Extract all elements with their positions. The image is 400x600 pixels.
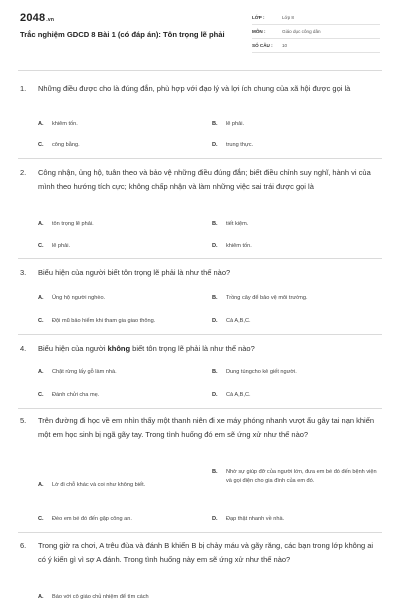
option-2a[interactable] <box>38 220 198 229</box>
option-text: Đạp thật nhanh về nhà. <box>226 516 285 522</box>
option-text: Dung túngcho kẻ giết người. <box>226 369 297 375</box>
option-3c[interactable] <box>38 317 210 326</box>
option-text: khiêm tốn. <box>226 243 252 249</box>
option-6a[interactable] <box>38 593 238 600</box>
question-number: 2. <box>20 168 27 177</box>
meta-key: LỚP : <box>252 15 265 20</box>
option-3b[interactable] <box>212 294 382 303</box>
meta-value: Lớp 8 <box>282 15 294 20</box>
question-body-part: biết tôn trọng lẽ phải là như thế nào? <box>130 344 255 353</box>
option-letter: C. <box>38 243 44 249</box>
option-text: Đèo em bé đó đến gặp công an. <box>52 516 132 522</box>
question-text <box>20 82 382 96</box>
divider <box>18 258 382 259</box>
divider <box>18 532 382 533</box>
option-2b[interactable] <box>212 220 382 229</box>
option-text: trung thực. <box>226 142 254 148</box>
meta-row-class <box>252 11 380 25</box>
option-5b[interactable] <box>212 468 384 486</box>
divider <box>18 408 382 409</box>
question-body: Biểu hiện của người biết tôn trọng lẽ phải là như thế nào? <box>38 268 231 277</box>
option-1c[interactable] <box>38 141 198 150</box>
option-letter: C. <box>38 142 44 148</box>
option-4a[interactable] <box>38 368 208 377</box>
option-text: Cả A,B,C. <box>226 392 251 398</box>
option-text: khiêm tốn. <box>52 121 78 127</box>
option-letter: B. <box>212 469 218 475</box>
option-letter: A. <box>38 295 44 301</box>
divider <box>18 70 382 71</box>
question-text <box>20 414 382 441</box>
option-letter: B. <box>212 121 218 127</box>
option-letter: B. <box>212 295 218 301</box>
question-2 <box>20 166 382 193</box>
divider <box>18 334 382 335</box>
document-header <box>0 0 400 68</box>
option-letter: D. <box>212 318 218 324</box>
option-letter: C. <box>38 392 44 398</box>
question-6 <box>20 539 382 566</box>
divider <box>18 158 382 159</box>
option-2c[interactable] <box>38 242 198 251</box>
meta-key: MÔN : <box>252 29 266 34</box>
meta-key: SỐ CÂU : <box>252 43 273 48</box>
option-letter: A. <box>38 594 44 600</box>
option-letter: D. <box>212 392 218 398</box>
meta-value: Giáo dục công dân <box>282 29 321 34</box>
meta-row-count <box>252 39 380 53</box>
option-letter: A. <box>38 121 44 127</box>
question-body <box>38 342 382 356</box>
question-number: 4. <box>20 344 27 353</box>
option-3d[interactable] <box>212 317 382 326</box>
option-text: Nhờ sự giúp đỡ của người lớn, đưa em bé đó đến bệnh viện và gọi điện cho gia đình của em đó. <box>226 469 377 484</box>
logo-text: 2048 <box>20 12 46 24</box>
option-letter: C. <box>38 318 44 324</box>
question-text <box>20 166 382 193</box>
option-5d[interactable] <box>212 515 382 524</box>
option-1b[interactable] <box>212 120 382 129</box>
option-text: lẽ phải. <box>52 243 71 249</box>
option-letter: D. <box>212 243 218 249</box>
question-number: 5. <box>20 416 27 425</box>
page-title: Trắc nghiệm GDCD 8 Bài 1 (có đáp án): Tôn trọng lẽ phải <box>20 30 225 39</box>
question-5 <box>20 414 382 441</box>
option-text: công bằng. <box>52 142 80 148</box>
option-text: Ủng hộ người nghèo. <box>52 295 106 301</box>
question-body: Trên đường đi học về em nhìn thấy một thanh niên đi xe máy phóng nhanh vượt ẩu gây tai nạn khiến một em học sinh bị ngã gãy tay. Trong tình huống đó em sẽ ứng xử như thế nào? <box>38 416 375 439</box>
question-text <box>20 266 382 280</box>
option-letter: D. <box>212 142 218 148</box>
question-body-part: Biểu hiện của người <box>38 344 108 353</box>
option-text: tôn trọng lẽ phải. <box>52 221 94 227</box>
site-logo[interactable] <box>20 12 54 24</box>
option-text: Đánh chửi cha mẹ. <box>52 392 100 398</box>
option-text: Chặt rừng lấy gỗ làm nhà. <box>52 369 117 375</box>
option-text: Lờ đi chỗ khác và coi như không biết. <box>52 482 146 488</box>
option-4c[interactable] <box>38 391 208 400</box>
option-text: Báo với cô giáo chủ nhiệm để tìm cách <box>52 594 149 600</box>
option-text: lẽ phải. <box>226 121 245 127</box>
option-text: tiết kiệm. <box>226 221 249 227</box>
option-letter: A. <box>38 482 44 488</box>
option-letter: D. <box>212 516 218 522</box>
question-text <box>20 539 382 566</box>
meta-value: 10 <box>282 43 288 48</box>
logo-suffix: .vn <box>46 17 55 23</box>
option-text: Cả A,B,C. <box>226 318 251 324</box>
option-2d[interactable] <box>212 242 382 251</box>
question-1 <box>20 82 382 96</box>
option-5a[interactable] <box>38 481 208 490</box>
option-1a[interactable] <box>38 120 198 129</box>
meta-table <box>252 11 380 53</box>
option-text: Trồng cây để bảo vệ môi trường. <box>226 295 308 301</box>
option-letter: B. <box>212 369 218 375</box>
question-number: 6. <box>20 541 27 550</box>
question-body: Những điều được cho là đúng đắn, phù hợp với đạo lý và lợi ích chung của xã hội được gọi là <box>38 84 351 93</box>
question-3 <box>20 266 382 280</box>
question-number: 3. <box>20 268 27 277</box>
option-4d[interactable] <box>212 391 382 400</box>
option-letter: B. <box>212 221 218 227</box>
option-letter: A. <box>38 369 44 375</box>
option-letter: A. <box>38 221 44 227</box>
option-letter: C. <box>38 516 44 522</box>
option-5c[interactable] <box>38 515 208 524</box>
question-text <box>20 342 382 356</box>
meta-row-subject <box>252 25 380 39</box>
question-body: Trong giờ ra chơi, A trêu đùa và đánh B khiến B bị chảy máu và gãy răng, các bạn trong lớp không ai có ý kiến gì vì sợ A đánh. Trong tình huống này em sẽ ứng xử như thế nào? <box>38 541 374 564</box>
option-text: Đội mũ bảo hiểm khi tham gia giao thông. <box>52 318 156 324</box>
option-3a[interactable] <box>38 294 208 303</box>
question-4 <box>20 342 382 356</box>
question-body: Công nhận, ủng hộ, tuân theo và bảo vệ những điều đúng đắn; biết điều chỉnh suy nghĩ, hành vi của mình theo hướng tích cực; không chấp nhận và làm những việc sai trái được gọi là <box>38 168 371 191</box>
option-1d[interactable] <box>212 141 382 150</box>
option-4b[interactable] <box>212 368 382 377</box>
question-emphasis: không <box>107 344 131 353</box>
question-number: 1. <box>20 84 27 93</box>
